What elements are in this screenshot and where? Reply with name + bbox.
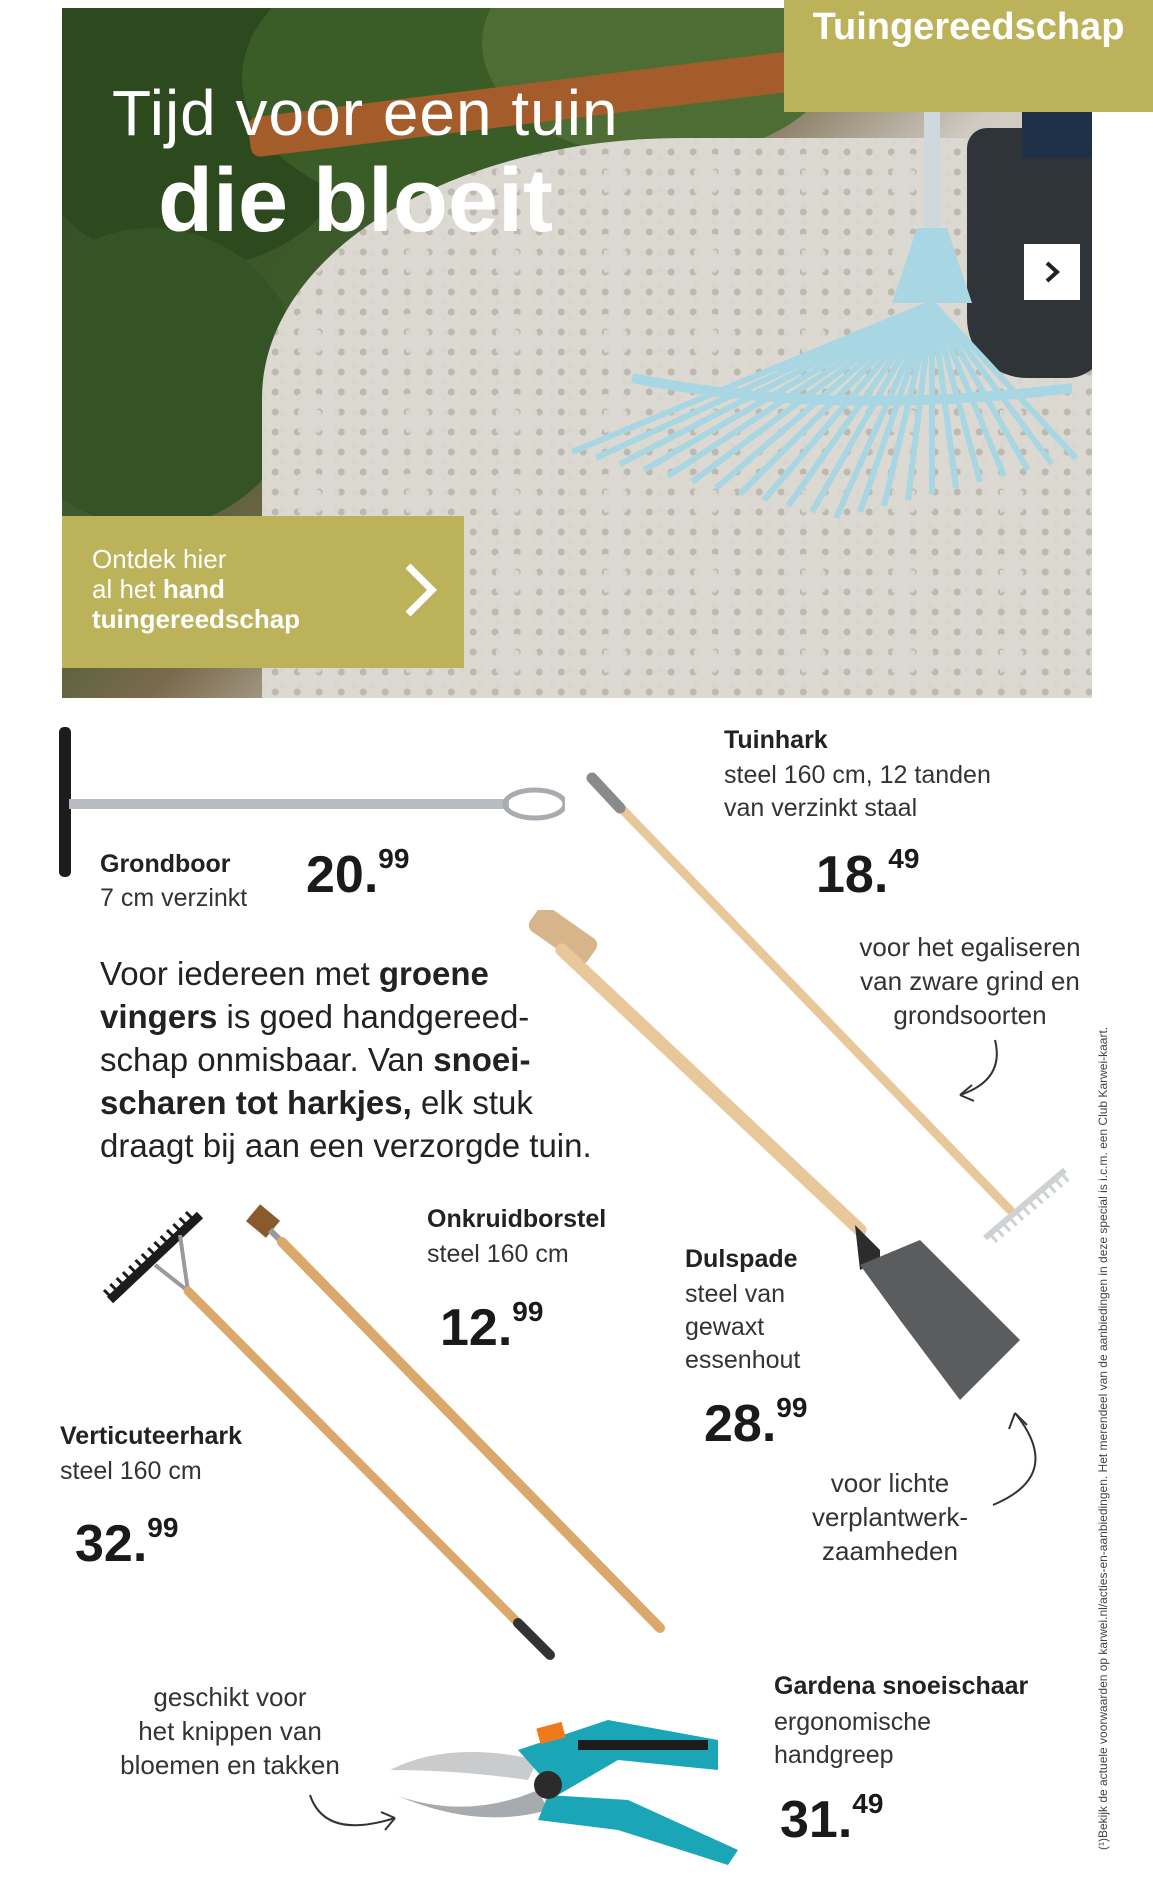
hero-next-button[interactable] (1024, 244, 1080, 300)
cta-line-prefix: al het (92, 574, 163, 604)
intro-bold: vingers (100, 998, 218, 1035)
desc-line: steel 160 cm, 12 tanden (724, 761, 991, 789)
product-name: Onkruidborstel (427, 1205, 607, 1233)
intro-text: Voor iedereen met (100, 955, 379, 992)
note-line: grondsoorten (893, 1000, 1047, 1030)
product-name: Grondboor (100, 850, 231, 878)
rake-tooth (1042, 1190, 1049, 1198)
desc-line: steel van (685, 1280, 786, 1308)
price-main: 20. (306, 846, 379, 904)
price-main: 31. (780, 1791, 853, 1849)
cta-line-bold: hand (162, 574, 225, 604)
category-tab[interactable]: Tuingereedschap (784, 0, 1153, 112)
product-desc: steel 160 cm (427, 1240, 569, 1268)
intro-text: elk stuk (411, 1084, 533, 1121)
hero-headline-bold: die bloeit (158, 151, 554, 251)
product-name: Verticuteerhark (60, 1422, 243, 1450)
intro-text: is goed handgereed- (217, 998, 530, 1035)
note-line: bloemen en takken (120, 1750, 340, 1780)
price-cents: 99 (512, 1296, 544, 1327)
price-main: 32. (75, 1515, 148, 1573)
product-name: Gardena snoeischaar (774, 1672, 1029, 1700)
product-desc: steel 160 cm (60, 1457, 202, 1485)
chevron-right-icon (1041, 259, 1063, 285)
price-cents: 49 (852, 1788, 884, 1819)
product-name: Tuinhark (724, 726, 828, 754)
chevron-right-icon (400, 560, 440, 620)
rake-illustration (532, 88, 1092, 648)
cta-line-bold: tuingereedschap (92, 604, 301, 634)
rake-tooth (1062, 1174, 1069, 1182)
product-note (100, 1680, 360, 1782)
price-main: 18. (816, 846, 889, 904)
product-price (704, 1394, 807, 1454)
product-price (306, 845, 409, 905)
note-line: zaamheden (822, 1536, 958, 1566)
note-line: voor het egaliseren (859, 932, 1081, 962)
product-desc (774, 1706, 931, 1772)
desc-line: essenhout (685, 1346, 801, 1374)
note-line: verplantwerk- (811, 1502, 969, 1532)
product-price (75, 1514, 178, 1574)
rake-tooth (1049, 1185, 1056, 1193)
intro-text: schap onmisbaar. Van (100, 1041, 434, 1078)
cta-line: Ontdek hier (92, 544, 227, 574)
price-main: 28. (704, 1395, 777, 1453)
product-note (790, 1466, 990, 1568)
desc-line: ergonomische (774, 1708, 932, 1736)
desc-line: van verzinkt staal (724, 794, 918, 822)
intro-text: draagt bij aan een verzorgde tuin. (100, 1127, 592, 1164)
cta-line (92, 574, 382, 604)
note-line: het knippen van (138, 1716, 322, 1746)
hero-headline: Tijd voor een tuin (112, 77, 619, 149)
product-price (780, 1790, 883, 1850)
price-cents: 99 (378, 843, 410, 874)
rake-tooth (1055, 1179, 1062, 1187)
price-cents: 99 (147, 1512, 179, 1543)
product-desc: 7 cm verzinkt (100, 884, 248, 912)
intro-bold: snoei- (433, 1041, 531, 1078)
price-cents: 49 (888, 843, 920, 874)
desc-line: handgreep (774, 1741, 894, 1769)
price-cents: 99 (776, 1392, 808, 1423)
note-line: geschikt voor (153, 1682, 307, 1712)
price-main: 12. (440, 1299, 513, 1357)
intro-bold: groene (378, 955, 489, 992)
intro-bold: scharen tot harkjes, (100, 1084, 412, 1121)
snoeischaar-image (388, 1700, 758, 1870)
cta-discover-tools[interactable] (62, 516, 464, 668)
product-name: Dulspade (685, 1245, 798, 1273)
note-line: voor lichte (830, 1468, 950, 1498)
note-line: van zware grind en (860, 966, 1080, 996)
disclaimer-text: (¹)Bekijk de actuele voorwaarden op karwei.nl/acties-en-aanbiedingen. Het merendeel van de aanbiedingen in deze special is i.c.m. een Club Karwei-kaart. (1096, 1026, 1110, 1850)
product-desc (685, 1278, 800, 1377)
desc-line: gewaxt (685, 1313, 765, 1341)
cta-text (92, 544, 382, 634)
curved-arrow-icon (985, 1405, 1055, 1515)
